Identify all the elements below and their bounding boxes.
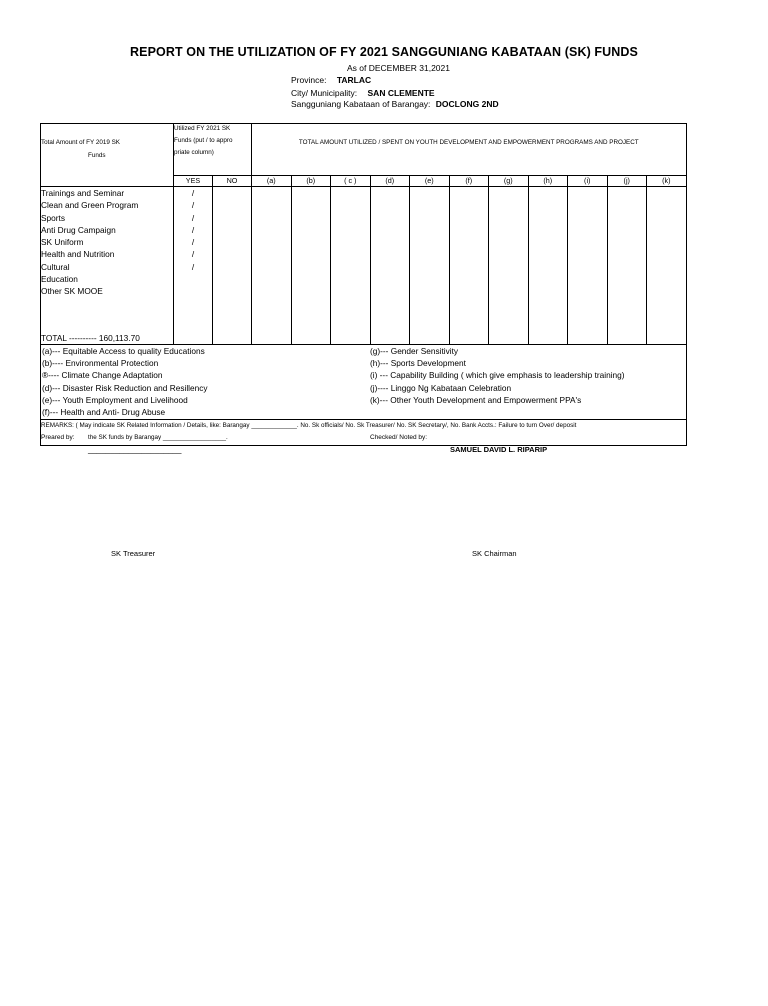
list-item: Health and Nutrition — [41, 249, 115, 260]
barangay-value: DOCLONG 2ND — [435, 99, 499, 109]
city-label: City/ Municipality: — [291, 88, 358, 98]
fy2019-header-line2: Funds — [88, 152, 106, 159]
legend-right — [370, 345, 625, 406]
col-c-header: ( c ) — [331, 176, 371, 187]
col-k-header: (k) — [647, 176, 687, 187]
legend-item: (d)--- Disaster Risk Reduction and Resillency — [42, 382, 208, 393]
col-h-cell — [528, 187, 568, 345]
legend-item: (e)--- Youth Employment and Livelihood — [42, 394, 188, 405]
col-f-cell — [449, 187, 489, 345]
col-i-cell — [568, 187, 608, 345]
remarks-line1: REMARKS: ( May indicate SK Related Information / Details, like: Barangay _____________. No. Sk officials/ No. Sk Treasurer/ No. SK Secretary/, No. Bank Accts.: Failure to turn Over/ deposit — [41, 422, 577, 429]
sk-chairman-title: SK Chairman — [472, 549, 517, 558]
col-e-cell — [410, 187, 450, 345]
items-row — [41, 187, 687, 333]
yes-mark: / — [191, 249, 195, 260]
list-item: Clean and Green Program — [41, 200, 139, 211]
col-j-header: (j) — [607, 176, 647, 187]
city-line — [291, 88, 435, 98]
program-list — [41, 187, 174, 333]
list-item: Sports — [41, 212, 65, 223]
utilized-header-line2: Funds (put / to appro — [174, 137, 233, 144]
list-item: Education — [41, 274, 78, 285]
col-k-cell — [647, 187, 687, 345]
no-header: NO — [213, 176, 252, 187]
yes-mark: / — [191, 261, 195, 272]
province-label: Province: — [291, 75, 327, 85]
legend-cell — [41, 345, 687, 420]
yes-mark: / — [191, 224, 195, 235]
remarks-row — [41, 420, 687, 446]
legend-item: (g)--- Gender Sensitivity — [370, 346, 459, 356]
col-c-cell — [331, 187, 371, 345]
col-b-header: (b) — [291, 176, 331, 187]
report-title: REPORT ON THE UTILIZATION OF FY 2021 SANGGUNIANG KABATAAN (SK) FUNDS — [130, 45, 638, 59]
programs-header: TOTAL AMOUNT UTILIZED / SPENT ON YOUTH DEVELOPMENT AND EMPOWERMENT PROGRAMS AND PROJECT — [252, 124, 687, 176]
yes-column — [174, 187, 213, 345]
legend-item: (k)--- Other Youth Development and Empowerment PPA's — [370, 394, 582, 405]
col-d-header: (d) — [370, 176, 410, 187]
utilized-header-line3: priate column) — [174, 149, 214, 156]
legend-item: (j)---- Linggo Ng Kabataan Celebration — [370, 382, 512, 393]
prepared-by-label: Preared by: — [41, 434, 75, 441]
yes-mark: / — [191, 237, 195, 248]
remarks-cell — [41, 420, 687, 446]
checked-by-label: Checked/ Noted by: — [370, 434, 428, 441]
legend-item: (i) --- Capability Building ( which give emphasis to leadership training) — [370, 370, 625, 381]
col-g-header: (g) — [489, 176, 529, 187]
yes-mark: / — [191, 212, 195, 223]
prepared-by-signature-line: _____________________ — [88, 445, 182, 454]
utilized-header-line1: Utilized FY 2021 SK — [174, 125, 231, 132]
legend-item: (a)--- Equitable Access to quality Educations — [42, 346, 205, 356]
province-line — [291, 75, 371, 85]
legend-item: (h)--- Sports Development — [370, 358, 466, 369]
as-of-date: As of DECEMBER 31,2021 — [347, 63, 450, 73]
col-d-cell — [370, 187, 410, 345]
header-row — [41, 124, 687, 176]
list-item: SK Uniform — [41, 237, 84, 248]
list-item: Other SK MOOE — [41, 286, 103, 297]
utilized-header — [174, 124, 252, 176]
list-item: Cultural — [41, 261, 70, 272]
legend-left — [42, 345, 208, 418]
fy2019-header-line1: Total Amount of FY 2019 SK — [41, 139, 120, 146]
yes-header: YES — [174, 176, 213, 187]
yes-mark: / — [191, 200, 195, 211]
col-i-header: (i) — [568, 176, 608, 187]
no-column — [213, 187, 252, 345]
col-h-header: (h) — [528, 176, 568, 187]
total-amount: TOTAL ---------- 160,113.70 — [41, 332, 174, 345]
list-item: Anti Drug Campaign — [41, 224, 116, 235]
city-value: SAN CLEMENTE — [367, 88, 435, 98]
list-item: Trainings and Seminar — [41, 188, 125, 198]
province-value: TARLAC — [336, 75, 372, 85]
legend-item: (f)--- Health and Anti- Drug Abuse — [42, 407, 166, 418]
sk-treasurer-title: SK Treasurer — [111, 549, 156, 558]
col-f-header: (f) — [449, 176, 489, 187]
legend-row — [41, 345, 687, 420]
fy2019-funds-header — [41, 124, 174, 187]
col-j-cell — [607, 187, 647, 345]
legend-item: (b)---- Environmental Protection — [42, 358, 159, 369]
chairman-name: SAMUEL DAVID L. RIPARIP — [450, 445, 548, 454]
remarks-line2: the SK funds by Barangay __________________. — [88, 433, 228, 441]
barangay-label: Sangguniang Kabataan of Barangay: — [291, 99, 431, 109]
col-a-cell — [252, 187, 292, 345]
yes-mark: / — [191, 188, 195, 198]
utilization-table — [40, 123, 687, 446]
col-g-cell — [489, 187, 529, 345]
col-e-header: (e) — [410, 176, 450, 187]
barangay-line — [291, 99, 499, 109]
col-a-header: (a) — [252, 176, 292, 187]
col-b-cell — [291, 187, 331, 345]
legend-item: ®---- Climate Change Adaptation — [42, 370, 163, 381]
